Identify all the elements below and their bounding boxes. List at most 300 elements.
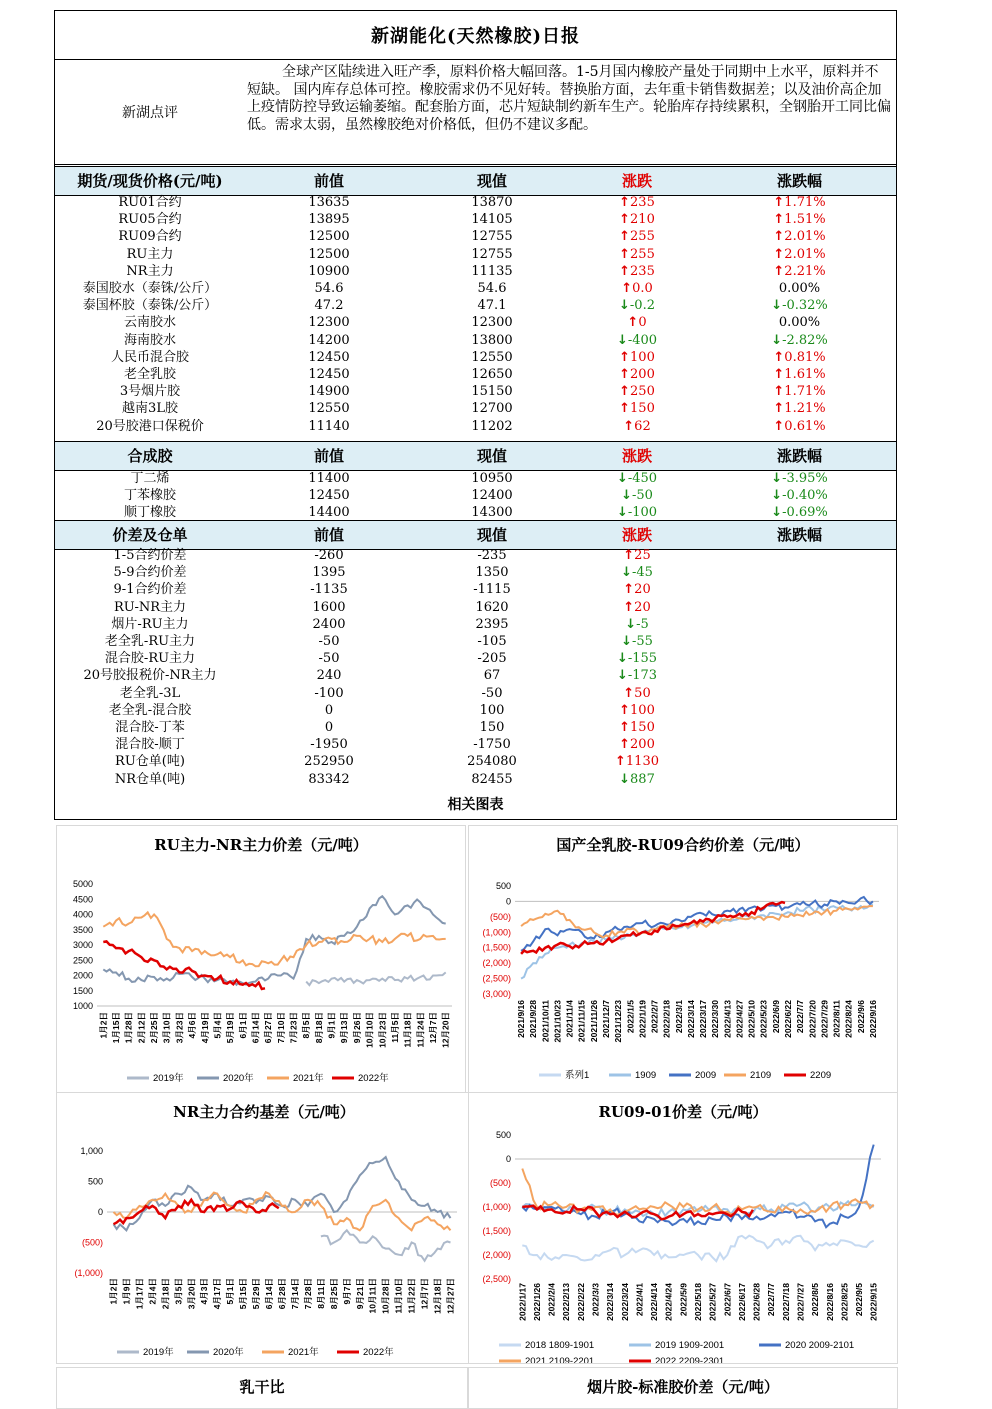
cur-cell: -1115 xyxy=(473,582,511,598)
report-table-frame xyxy=(54,10,897,820)
change-cell xyxy=(571,400,703,417)
cur-cell: 67 xyxy=(483,668,501,684)
x-tick-label: 7月28日 xyxy=(302,1278,313,1310)
name-cell: 20号胶港口保税价 xyxy=(96,418,204,434)
x-tick-label: 2021/12/23 xyxy=(613,1000,624,1043)
prev-cell: -260 xyxy=(314,548,344,563)
y-tick-label: (1,500) xyxy=(482,1226,511,1236)
cur-cell: 14105 xyxy=(471,212,513,228)
legend-label: 2022 2209-2301 xyxy=(655,1356,725,1363)
column-header: 现值 xyxy=(476,447,507,465)
y-tick-label: 3000 xyxy=(72,940,93,950)
prev-cell: 1600 xyxy=(312,599,346,615)
pct-cell xyxy=(703,470,896,487)
name-cell: 顺丁橡胶 xyxy=(123,505,176,521)
report-page xyxy=(54,10,897,1402)
pct-cell xyxy=(703,418,896,435)
x-tick-label: 5月1日 xyxy=(225,1278,236,1305)
y-tick-label: (1,500) xyxy=(482,942,511,953)
change-value: 255 xyxy=(630,229,655,245)
change-value: 250 xyxy=(630,384,655,400)
name-cell: 人民币混合胶 xyxy=(110,349,189,365)
x-tick-label: 2022/2/22 xyxy=(575,1283,586,1321)
prev-cell: 54.6 xyxy=(314,281,344,296)
change-value: -450 xyxy=(627,471,658,486)
y-tick-label: 0 xyxy=(505,1154,511,1164)
x-tick-label: 9月7日 xyxy=(341,1278,352,1305)
chart-title: NR主力合约基差（元/吨） xyxy=(173,1103,355,1121)
cur-cell: 12700 xyxy=(471,401,513,417)
x-tick-label: 1月17日 xyxy=(134,1278,145,1310)
change-value: -100 xyxy=(627,505,658,521)
cur-cell: 12550 xyxy=(471,349,513,365)
prev-cell: -1135 xyxy=(310,582,348,598)
pct-cell xyxy=(703,487,896,504)
x-tick-label: 2022/8/11 xyxy=(831,1000,842,1038)
table-row xyxy=(55,487,896,504)
arrow-up-icon: ↑ xyxy=(621,281,633,296)
pct-cell xyxy=(703,332,896,349)
x-tick-label: 2022/6/7 xyxy=(722,1283,733,1317)
x-tick-label: 4月19日 xyxy=(199,1012,210,1044)
arrow-up-icon: ↑ xyxy=(773,349,785,365)
legend-label: 2019年 xyxy=(143,1347,174,1358)
x-tick-label: 2022/2/7 xyxy=(649,1000,660,1034)
column-header: 现值 xyxy=(476,172,507,190)
legend-label: 2209 xyxy=(810,1070,832,1081)
change-cell xyxy=(571,685,703,702)
cur-cell: 150 xyxy=(479,720,505,735)
change-cell xyxy=(571,280,703,297)
comment-label: 新湖点评 xyxy=(122,105,178,121)
prev-cell: 11400 xyxy=(308,471,350,486)
column-header: 前值 xyxy=(313,526,344,544)
name-cell: RU仓单(吨) xyxy=(115,754,185,770)
name-cell: 老全乳胶 xyxy=(123,367,176,382)
prev-cell: 12500 xyxy=(308,246,350,262)
change-cell xyxy=(571,702,703,719)
y-tick-label: (3,000) xyxy=(482,989,511,999)
change-cell xyxy=(571,581,703,598)
cur-cell: 12755 xyxy=(471,229,513,245)
column-header: 涨跌 xyxy=(621,447,652,465)
chart-plot xyxy=(57,826,465,1094)
y-tick-label: (2,500) xyxy=(482,973,511,984)
name-cell: 9-1合约价差 xyxy=(113,582,187,598)
table-row xyxy=(55,599,896,616)
pct-value: 2.21% xyxy=(784,263,826,279)
comment-block xyxy=(55,60,896,165)
cur-cell: -1750 xyxy=(473,737,511,753)
x-tick-label: 1月15日 xyxy=(111,1012,122,1044)
x-tick-label: 5月19日 xyxy=(225,1012,236,1044)
table-row xyxy=(55,581,896,598)
table-row xyxy=(55,736,896,753)
x-tick-label: 2022/4/24 xyxy=(663,1283,674,1321)
x-tick-label: 6月14日 xyxy=(250,1012,261,1044)
name-cell: 老全乳-混合胶 xyxy=(108,702,192,718)
table-row xyxy=(55,400,896,417)
arrow-down-icon: ↓ xyxy=(616,505,628,521)
table-row xyxy=(55,633,896,650)
cur-cell: -50 xyxy=(481,685,503,701)
chart-ru-nr-spread xyxy=(56,825,466,1095)
change-cell xyxy=(571,366,703,383)
arrow-down-icon: ↓ xyxy=(616,651,628,667)
x-tick-label: 2022/3/3 xyxy=(590,1283,601,1317)
y-tick-label: 1000 xyxy=(72,1001,93,1011)
change-value: -155 xyxy=(627,651,658,667)
change-value: 150 xyxy=(630,401,655,417)
x-tick-label: 5月29日 xyxy=(251,1278,262,1310)
name-cell: RU09合约 xyxy=(118,229,182,245)
y-tick-label: 4500 xyxy=(72,894,93,905)
legend-label: 2022年 xyxy=(358,1073,389,1084)
change-value: -55 xyxy=(631,634,653,649)
chart-nr-basis xyxy=(56,1092,472,1364)
x-tick-label: 2022/7/7 xyxy=(795,1000,806,1034)
cur-cell: 254080 xyxy=(467,754,517,770)
name-cell: 混合胶-丁苯 xyxy=(115,720,185,735)
arrow-up-icon: ↑ xyxy=(619,229,631,245)
cur-cell: 11202 xyxy=(471,418,513,434)
prev-cell: 13895 xyxy=(308,212,350,228)
pct-cell xyxy=(703,349,896,366)
pct-value: 1.21% xyxy=(784,401,826,417)
x-tick-label: 7月23日 xyxy=(288,1012,299,1044)
arrow-down-icon: ↓ xyxy=(771,332,783,348)
arrow-down-icon: ↓ xyxy=(619,298,630,314)
x-tick-label: 2022/6/22 xyxy=(783,1000,793,1038)
table-row xyxy=(55,771,896,788)
pct-value: -3.95% xyxy=(782,471,828,486)
column-header: 现值 xyxy=(476,526,507,544)
change-value: -50 xyxy=(631,488,653,504)
prev-cell: 0 xyxy=(324,720,334,735)
x-tick-label: 2022/9/6 xyxy=(855,1000,866,1034)
x-tick-label: 2022/5/18 xyxy=(693,1283,703,1321)
x-tick-label: 6月27日 xyxy=(263,1012,274,1044)
arrow-up-icon: ↑ xyxy=(623,582,635,598)
table-row xyxy=(55,383,896,400)
x-tick-label: 11月24日 xyxy=(415,1012,426,1048)
y-tick-label: 1,000 xyxy=(80,1146,103,1156)
y-tick-label: (1,000) xyxy=(74,1268,103,1278)
arrow-down-icon: ↓ xyxy=(621,634,632,649)
arrow-up-icon: ↑ xyxy=(619,384,631,400)
y-tick-label: (2,500) xyxy=(482,1274,511,1284)
chart-title: RU09-01价差（元/吨） xyxy=(598,1103,768,1121)
x-tick-label: 2021/9/16 xyxy=(516,1000,527,1038)
pct-value: -0.40% xyxy=(782,488,828,504)
x-tick-label: 2022/4/13 xyxy=(722,1000,733,1038)
change-value: 100 xyxy=(630,349,655,365)
chart-title: 国产全乳胶-RU09合约价差（元/吨） xyxy=(556,836,810,854)
table-row xyxy=(55,470,896,487)
change-cell xyxy=(571,418,703,435)
x-tick-label: 1月2日 xyxy=(108,1278,119,1305)
charts-heading: 相关图表 xyxy=(447,797,504,813)
cur-cell: 2395 xyxy=(475,616,509,632)
x-tick-label: 2021/11/26 xyxy=(588,1000,599,1043)
change-cell xyxy=(571,332,703,349)
arrow-up-icon: ↑ xyxy=(619,349,631,365)
x-tick-label: 6月1日 xyxy=(237,1012,248,1039)
change-value: 20 xyxy=(634,582,651,598)
pct-cell xyxy=(703,314,896,331)
pct-cell xyxy=(703,400,896,417)
change-cell xyxy=(571,383,703,400)
x-tick-label: 12月7日 xyxy=(427,1012,438,1044)
cur-cell: 1350 xyxy=(475,565,509,581)
y-tick-label: 500 xyxy=(87,1176,103,1187)
series-line xyxy=(521,905,873,979)
series-line xyxy=(522,1236,873,1261)
cur-cell: 82455 xyxy=(471,771,513,787)
name-cell: 混合胶-顺丁 xyxy=(115,737,185,753)
column-header: 合成胶 xyxy=(127,447,173,465)
pct-value: 0.81% xyxy=(784,349,826,365)
column-header: 前值 xyxy=(313,447,344,465)
x-tick-label: 7月10日 xyxy=(275,1012,286,1044)
x-tick-label: 2022/1/19 xyxy=(637,1000,648,1038)
cur-cell: -105 xyxy=(477,634,507,649)
prev-cell: 83342 xyxy=(308,771,350,787)
chart-latex-ru09-spread xyxy=(468,825,898,1095)
change-value: 200 xyxy=(630,367,655,382)
legend-label: 2020年 xyxy=(223,1073,254,1084)
table-row xyxy=(55,504,896,521)
change-cell xyxy=(571,228,703,245)
x-tick-label: 2022/4/27 xyxy=(734,1000,745,1038)
legend-label: 系列1 xyxy=(565,1070,590,1081)
cur-cell: 15150 xyxy=(471,384,513,400)
x-tick-label: 2022/5/9 xyxy=(678,1283,689,1317)
column-header: 涨跌幅 xyxy=(776,447,822,465)
name-cell: RU主力 xyxy=(126,246,174,262)
arrow-up-icon: ↑ xyxy=(619,737,631,753)
pct-cell xyxy=(703,228,896,245)
arrow-down-icon: ↓ xyxy=(616,668,628,684)
y-tick-label: (1,000) xyxy=(482,1202,511,1212)
table-row xyxy=(55,418,896,435)
prev-cell: -50 xyxy=(318,651,340,667)
prev-cell: 13635 xyxy=(308,195,350,210)
y-tick-label: 2500 xyxy=(72,955,93,966)
arrow-up-icon: ↑ xyxy=(773,195,785,210)
pct-value: -0.69% xyxy=(782,505,828,521)
name-cell: 云南胶水 xyxy=(123,315,176,331)
pct-value: 2.01% xyxy=(784,246,826,262)
y-tick-label: 4000 xyxy=(72,909,93,920)
change-cell xyxy=(571,564,703,581)
prev-cell: 12550 xyxy=(308,401,350,417)
section-header xyxy=(55,441,896,471)
cur-cell: 1620 xyxy=(475,599,509,615)
name-cell: RU05合约 xyxy=(118,212,182,228)
change-value: 0.0 xyxy=(632,281,653,296)
change-value: 887 xyxy=(630,771,655,787)
prev-cell: -50 xyxy=(318,634,340,649)
arrow-up-icon: ↑ xyxy=(619,195,631,210)
pct-value: 0.61% xyxy=(784,418,826,434)
table-row xyxy=(55,685,896,702)
arrow-up-icon: ↑ xyxy=(623,548,635,563)
table-row xyxy=(55,719,896,736)
change-value: -0.2 xyxy=(629,298,655,314)
cur-cell: -205 xyxy=(477,651,507,667)
x-tick-label: 2022/2/4 xyxy=(546,1283,557,1317)
column-header: 期货/现货价格(元/吨) xyxy=(77,172,223,190)
x-tick-label: 2022/5/23 xyxy=(758,1000,769,1038)
x-tick-label: 2022/7/7 xyxy=(766,1283,777,1317)
arrow-up-icon: ↑ xyxy=(619,212,631,228)
change-value: -5 xyxy=(636,616,649,632)
x-tick-label: 2022/1/5 xyxy=(625,1000,636,1034)
table-row xyxy=(55,564,896,581)
change-cell xyxy=(571,616,703,633)
arrow-up-icon: ↑ xyxy=(623,418,635,434)
column-header: 涨跌 xyxy=(621,172,652,190)
x-tick-label: 10月11日 xyxy=(367,1278,378,1314)
section-header xyxy=(55,166,896,196)
prev-cell: 240 xyxy=(316,668,342,684)
prev-cell: 0 xyxy=(324,702,334,718)
x-tick-label: 7月14日 xyxy=(289,1278,300,1310)
legend-label: 2021年 xyxy=(288,1347,319,1358)
prev-cell: -1950 xyxy=(310,737,348,753)
prev-cell: 12450 xyxy=(308,349,350,365)
prev-cell: 252950 xyxy=(304,754,354,770)
x-tick-label: 2021/11/15 xyxy=(576,1000,587,1043)
arrow-up-icon: ↑ xyxy=(619,263,631,279)
change-cell xyxy=(571,297,703,314)
cur-cell: 12300 xyxy=(471,315,513,331)
series-line xyxy=(306,972,446,985)
x-tick-label: 12月27日 xyxy=(445,1278,456,1314)
x-tick-label: 2022/7/20 xyxy=(807,1000,818,1038)
arrow-down-icon: ↓ xyxy=(771,488,783,504)
x-tick-label: 3月23日 xyxy=(174,1012,185,1044)
table-row xyxy=(55,547,896,564)
pct-cell xyxy=(703,246,896,263)
x-tick-label: 2022/5/27 xyxy=(707,1283,718,1321)
x-tick-label: 2022/2/18 xyxy=(661,1000,672,1038)
column-header: 前值 xyxy=(313,172,344,190)
y-tick-label: 3500 xyxy=(72,924,93,935)
legend-label: 2020 2009-2101 xyxy=(785,1340,855,1351)
x-tick-label: 1月2日 xyxy=(98,1012,109,1039)
change-cell xyxy=(571,504,703,521)
cur-cell: 47.1 xyxy=(477,298,507,314)
x-tick-label: 6月28日 xyxy=(277,1278,287,1310)
x-tick-label: 1月9日 xyxy=(121,1278,132,1305)
column-header: 涨跌幅 xyxy=(776,526,822,544)
x-tick-label: 2022/9/15 xyxy=(868,1283,879,1321)
arrow-up-icon: ↑ xyxy=(619,702,631,718)
x-tick-label: 2022/1/26 xyxy=(531,1283,542,1321)
name-cell: 5-9合约价差 xyxy=(113,565,187,581)
x-tick-label: 2022/6/9 xyxy=(770,1000,781,1034)
x-tick-label: 2022/1/17 xyxy=(517,1283,528,1321)
name-cell: NR主力 xyxy=(126,263,174,279)
legend-label: 2019 1909-2001 xyxy=(655,1340,725,1351)
arrow-down-icon: ↓ xyxy=(616,471,628,486)
change-value: 1130 xyxy=(625,754,659,770)
y-tick-label: (1,000) xyxy=(482,927,511,938)
arrow-up-icon: ↑ xyxy=(773,384,785,400)
x-tick-label: 3月20日 xyxy=(186,1278,197,1310)
pct-cell xyxy=(703,211,896,228)
arrow-down-icon: ↓ xyxy=(621,488,632,504)
name-cell: NR仓单(吨) xyxy=(114,771,186,787)
y-tick-label: 1500 xyxy=(72,985,93,996)
pct-value: 1.71% xyxy=(784,195,826,210)
arrow-up-icon: ↑ xyxy=(619,246,631,262)
x-tick-label: 1月28日 xyxy=(123,1012,134,1044)
legend-label: 2022年 xyxy=(363,1347,394,1358)
x-tick-label: 4月3日 xyxy=(199,1278,210,1305)
change-value: 62 xyxy=(634,418,651,434)
x-tick-label: 8月25日 xyxy=(328,1278,339,1310)
chart-title: RU主力-NR主力价差（元/吨） xyxy=(154,836,368,854)
change-cell xyxy=(571,246,703,263)
arrow-up-icon: ↑ xyxy=(623,685,635,701)
x-tick-label: 2022/9/16 xyxy=(867,1000,878,1038)
x-tick-label: 2月4日 xyxy=(147,1278,158,1305)
section-header xyxy=(55,520,896,550)
column-header: 涨跌 xyxy=(621,526,652,544)
chart-title: 烟片胶-标准胶价差（元/吨） xyxy=(587,1378,779,1396)
pct-value: 1.71% xyxy=(784,384,826,400)
change-value: 150 xyxy=(630,720,655,735)
table-row xyxy=(55,667,896,684)
table-row xyxy=(55,753,896,770)
table-row xyxy=(55,616,896,633)
x-tick-label: 2022/3/24 xyxy=(619,1283,630,1321)
table-row xyxy=(55,211,896,228)
x-tick-label: 2021/10/23 xyxy=(552,1000,563,1043)
cur-cell: 13870 xyxy=(471,195,513,210)
change-value: 200 xyxy=(630,737,655,753)
change-value: 235 xyxy=(630,263,655,279)
table-row xyxy=(55,366,896,383)
pct-value: 0.00% xyxy=(778,281,821,296)
change-value: -45 xyxy=(631,565,653,581)
change-value: 0 xyxy=(638,315,647,331)
prev-cell: 2400 xyxy=(312,616,346,632)
cur-cell: 13800 xyxy=(471,332,513,348)
y-tick-label: 2000 xyxy=(72,970,93,981)
arrow-up-icon: ↑ xyxy=(619,401,631,417)
change-cell xyxy=(571,211,703,228)
x-tick-label: 2022/7/29 xyxy=(819,1000,830,1038)
change-cell xyxy=(571,771,703,788)
cur-cell: 12400 xyxy=(471,488,513,504)
series-line xyxy=(103,912,445,966)
name-cell: 泰国胶水（泰铢/公斤） xyxy=(82,281,218,296)
arrow-up-icon: ↑ xyxy=(773,367,785,382)
x-tick-label: 2022/6/17 xyxy=(736,1283,747,1321)
name-cell: 老全乳-RU主力 xyxy=(104,634,196,649)
change-cell xyxy=(571,470,703,487)
table-row xyxy=(55,332,896,349)
arrow-down-icon: ↓ xyxy=(619,771,631,787)
x-tick-label: 2022/8/16 xyxy=(824,1283,835,1321)
change-cell xyxy=(571,263,703,280)
arrow-up-icon: ↑ xyxy=(619,367,631,382)
pct-cell xyxy=(703,194,896,211)
